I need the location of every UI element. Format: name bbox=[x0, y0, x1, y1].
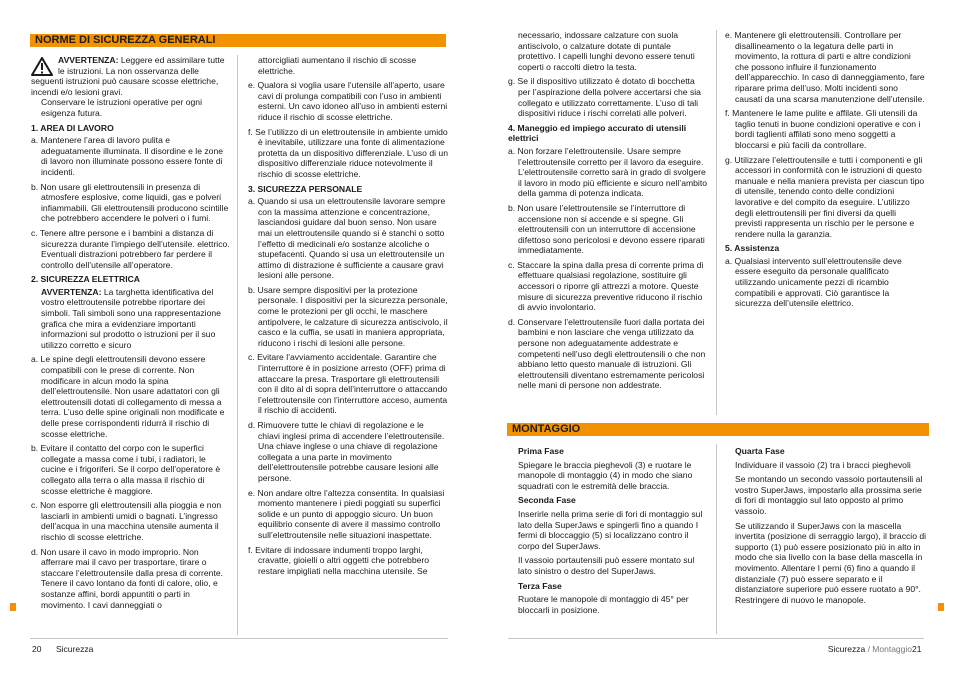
column-divider bbox=[716, 30, 717, 415]
footer-label-assembly: Montaggio bbox=[872, 644, 912, 654]
list-item: b. Evitare il contatto del corpo con le superfici collegate a massa come i tubi, i radiatori, le cucine e i frigoriferi. Se il corpo dell’operatore è collegato alla terra o alla massa il rischio di scosse elettriche è maggiore. bbox=[31, 443, 221, 496]
step-title: Prima Fase bbox=[518, 446, 564, 456]
warning-text: La targhetta identificativa del vostro elettroutensile potrebbe riportare dei simboli. Tali simboli sono una rappresentazione grafica che mira a evidenziare importanti informazioni sul prodotto o istruzioni per il suo utilizzo corretto e sicuro bbox=[41, 286, 221, 350]
section-heading-assembly: MONTAGGIO bbox=[507, 423, 929, 436]
list-item: e. Qualora si voglia usare l’utensile all’aperto, usare cavi di prolunga compatibili con l’uso in ambienti esterni. Un cavo idoneo all’uso in ambienti esterni riduce il rischio di scosse elettriche. bbox=[248, 80, 448, 122]
step-title: Seconda Fase bbox=[518, 495, 576, 506]
list-item: a. Non forzare l’elettroutensile. Usare sempre l’elettroutensile corretto per il lavoro da eseguire. L’elettroutensile corretto sarà in grado di svolgere il lavoro in modo più efficiente e sicuro nell’ambito della gamma di potenza indicata. bbox=[508, 145, 708, 199]
list-item: e. Non andare oltre l’altezza consentita. In qualsiasi momento mantenere i piedi poggiati su superfici solide e un punto di appoggio sicuro. Un buon equilibrio consente di avere il massimo controllo sull’elettroutensile nelle situazioni inaspettate. bbox=[248, 487, 445, 540]
step-title: Terza Fase bbox=[518, 580, 562, 591]
footer-separator: / bbox=[865, 644, 873, 654]
list-item: g. Se il dispositivo utilizzato è dotato di bocchetta per l’aspirazione della polvere accertarsi che sia collegato e utilizzato correttamente. L’uso di tali dispositivi riduce i rischi correlati alle polveri. bbox=[508, 76, 701, 119]
left-column-1 bbox=[31, 55, 231, 614]
electrical-warning bbox=[31, 287, 231, 351]
step-text: Se utilizzando il SuperJaws con la mascella invertita (posizione di serraggio largo), il braccio di supporto (1) può essere posizionato più in alto in modo che sia livello con la base della mascella in movimento. Allentare I perni (6) fino a quando il distanziale (7) può essere separato e il distanziatore superiore può essere ruotato a 90°. Restringere di nuovo le manopole. bbox=[735, 520, 927, 605]
list-item: b. Non usare l’elettroutensile se l’interruttore di accensione non si accende e si spegne. Gli elettroutensili con un interruttore di accensione difettoso sono pericolosi e devono essere riparati immediatamente. bbox=[508, 202, 705, 256]
assembly-column-2 bbox=[735, 444, 927, 609]
list-item: e. Mantenere gli elettroutensili. Controllare per disallineamento o la legatura delle parti in movimento, la rottura di parti e altre condizioni che possono influire il funzionamento dell’apparecchio. In caso di danneggiamento, fare riparare prima dell’uso. Molti incidenti sono causati da una scarsa manutenzione dell’utensile. bbox=[725, 30, 925, 104]
page-number-left: 20 bbox=[32, 644, 42, 654]
list-item: a. Le spine degli elettroutensili devono essere compatibili con le prese di corrente. Non modificare in alcun modo la spina dell’elettroutensile. Non usare adattatori con gli elettroutensili dotati di collegamento di messa a terra. L’uso delle spine originali non modificate e delle prese corrispondenti ridurrà il rischio di scosse elettriche. bbox=[31, 354, 225, 439]
list-item: c. Non esporre gli elettroutensili alla pioggia e non lasciarli in ambienti umidi o bagnati. L’ingresso dell’acqua in una macchina utensile aumenta il rischio di scosse elettriche. bbox=[31, 500, 222, 542]
left-column-2 bbox=[248, 55, 448, 580]
list-item: f. Evitare di indossare indumenti troppo larghi, cravatte, gioielli o altri oggetti che potrebbero restare impigliati nella macchina utensile. Se bbox=[248, 544, 430, 576]
list-item: d. Rimuovere tutte le chiavi di regolazione e le chiavi inglesi prima di accendere l’elettroutensile. Una chiave inglese o una chiave di regolazione collegata a una parte in movimento dell’elettroutensile potrebbe causare lesioni alle persone. bbox=[248, 420, 445, 483]
list-item: a. Qualsiasi intervento sull’elettroutensile deve essere eseguito da personale qualificato utilizzando unicamente pezzi di ricambio compatibili e approvati. Ciò garantisce la sicurezza dell’utensile elettrico. bbox=[725, 255, 902, 309]
warning-text: Leggere ed assimilare tutte le istruzioni. La non osservanza delle seguenti istruzioni può causare scosse elettriche, incendi e/o lesioni gravi. bbox=[31, 55, 225, 97]
section-heading-safety: NORME DI SICUREZZA GENERALI bbox=[30, 34, 446, 47]
footer-rule-right bbox=[508, 638, 924, 639]
step-text: Individuare il vassoio (2) tra i bracci pieghevoli bbox=[735, 459, 911, 470]
footer-label-right bbox=[812, 644, 912, 654]
column-divider bbox=[716, 444, 717, 634]
right-column-2 bbox=[725, 30, 925, 313]
list-item: b. Usare sempre dispositivi per la protezione personale. I dispositivi per la sicurezza personale, come le protezioni per gli occhi, le maschere antipolvere, le calzature di sicurezza antiscivolo, il casco e la cuffia, se usati in maniera appropriata, riducono i rischi di lesioni alle persone. bbox=[248, 284, 448, 348]
column-divider bbox=[237, 55, 238, 635]
right-column-1 bbox=[508, 30, 708, 395]
footer-label-safety: Sicurezza bbox=[827, 644, 866, 654]
list-item: c. Evitare l’avviamento accidentale. Garantire che l’interruttore è in posizione arresto (OFF) prima di attaccare la presa. Trasportare gli elettroutensili con il dito al di sopra dell’interruttore o attaccando l’elettroutensile con l’interruttore acceso, aumenta il rischio di accidenti. bbox=[248, 352, 448, 416]
assembly-column-1 bbox=[518, 444, 710, 619]
warning-title: AVVERTENZA: bbox=[41, 286, 102, 297]
continued-text: necessario, indossare calzature con suola antiscivolo, o calzature dotate di puntale protettivo. I capelli lunghi devono essere tenuti coperti o raccolti dietro la testa. bbox=[518, 30, 695, 72]
footer-rule-left bbox=[30, 638, 448, 639]
list-item: a. Mantenere l’area di lavoro pulita e adeguatamente illuminata. Il disordine e le zone di lavoro non illuminate possono essere fonte di incidenti. bbox=[31, 135, 224, 177]
list-item: d. Non usare il cavo in modo improprio. Non afferrare mai il cavo per trasportare, tirare o staccare l’elettroutensile dalla presa di corrente. Tenere il cavo lontano da fonti di calore, olio, e sostanze affini, bordi appuntiti o parti in movimento. I cavi danneggiati o bbox=[31, 546, 223, 610]
page-edge-tab-right bbox=[938, 603, 944, 611]
step-text: Il vassoio portautensili può essere montato sul lato sinistro o destro del SuperJaws. bbox=[518, 555, 695, 576]
page-edge-tab-left bbox=[10, 603, 16, 611]
list-item: f. Mantenere le lame pulite e affilate. Gli utensili da taglio tenuti in buone condizioni operative e con i bordi taglienti affilati sono meno soggetti a bloccarsi e più facili da controllare. bbox=[725, 108, 921, 150]
list-item: f. Se l’utilizzo di un elettroutensile in ambiente umido è inevitabile, utilizzare una fonte di alimentazione protetta da un dispositivo differenziale. L’uso di un dispositivo differenziale riduce notevolmente il rischio di scosse elettriche. bbox=[248, 126, 448, 179]
section-title-electrical: 2. SICUREZZA ELETTRICA bbox=[31, 274, 141, 285]
list-item: c. Staccare la spina dalla presa di corrente prima di effettuare qualsiasi regolazione, sostituire gli accessori o riporre gli attrezzi a motore. Queste misure di sicurezza preventive riducono il rischio di avvio involontario. bbox=[508, 259, 704, 313]
step-text: Ruotare le manopole di montaggio di 45° per bloccarli in posizione. bbox=[518, 594, 689, 615]
warning-title: AVVERTENZA: bbox=[58, 55, 119, 65]
list-item: c. Tenere altre persone e i bambini a distanza di sicurezza durante l’impiego dell’utensile. elettrico. Eventuali distrazioni potrebbero far perdere il controllo dell’utensile all’operatore. bbox=[31, 227, 230, 270]
list-item: a. Quando si usa un elettroutensile lavorare sempre con la massima attenzione e concentrazione, lasciandosi guidare dal buon senso. Non usare mai un elettroutensile quando si è stanchi o sotto l’effetto di medicinali e/o sostanze alcoliche o stupefacenti. Quando si usa un elettroutensile un attimo di distrazione è sufficiente a causare gravi lesioni alle persone. bbox=[248, 196, 446, 281]
list-item: b. Non usare gli elettroutensili in presenza di atmosfere esplosive, come liquidi, gas e polveri infiammabili. Gli elettroutensili producono scintille che potrebbero accendere le polveri o i fumi. bbox=[31, 181, 229, 224]
step-text: Inserirle nella prima serie di fori di montaggio sul lato della SuperJaws e spingerli fino a quando I fermi di bloccaggio (5) si localizzano contro il corpo del SuperJaws. bbox=[518, 508, 703, 551]
footer-label-left: Sicurezza bbox=[56, 644, 94, 654]
step-text: Spiegare le braccia pieghevoli (3) e ruotare le manopole di montaggio (4) in modo che siano squadrati con le estremità delle braccia. bbox=[518, 459, 693, 491]
section-title-service: 5. Assistenza bbox=[725, 243, 780, 254]
step-text: Se montando un secondo vassoio portautensili al vostro SuperJaws, impostarlo alla prossima serie di fori di montaggio sul lato opposto al primo vassoio. bbox=[735, 474, 923, 516]
section-title-work-area: 1. AREA DI LAVORO bbox=[31, 122, 114, 133]
section-title-personal-safety: 3. SICUREZZA PERSONALE bbox=[248, 183, 363, 194]
page-number-right: 21 bbox=[912, 644, 922, 654]
warning-triangle-icon bbox=[31, 57, 53, 76]
step-title: Quarta Fase bbox=[735, 446, 785, 456]
continued-text: attorcigliati aumentano il rischio di scosse elettriche. bbox=[258, 55, 417, 76]
section-title-tool-use: 4. Maneggio ed impiego accurato di utensili elettrici bbox=[508, 122, 687, 144]
list-item: d. Conservare l’elettroutensile fuori dalla portata dei bambini e non lasciare che venga utilizzato da persone non adeguatamente addestrate e competenti nell’uso degli elettroutensili o che non abbiano letto questo manuale di istruzioni. Gli elettroutensili diventano estremamente pericolosi nelle mani di persone non addestrate. bbox=[508, 316, 706, 391]
warning-block bbox=[31, 55, 231, 97]
list-item: g. Utilizzare l’elettroutensile e tutti i componenti e gli accessori in conformità con le istruzioni di questo manuale e nella maniera prevista per ciascun tipo di utensile, tenendo conto delle condizioni lavorative e del compito da eseguire. L’utilizzo degli elettroutensili per fini diversi da quelli previsti rappresenta un rischio per le persone e rendere nulla la garanzia. bbox=[725, 154, 925, 239]
preserve-instructions: Conservare le istruzioni operative per ogni esigenza futura. bbox=[41, 97, 202, 118]
